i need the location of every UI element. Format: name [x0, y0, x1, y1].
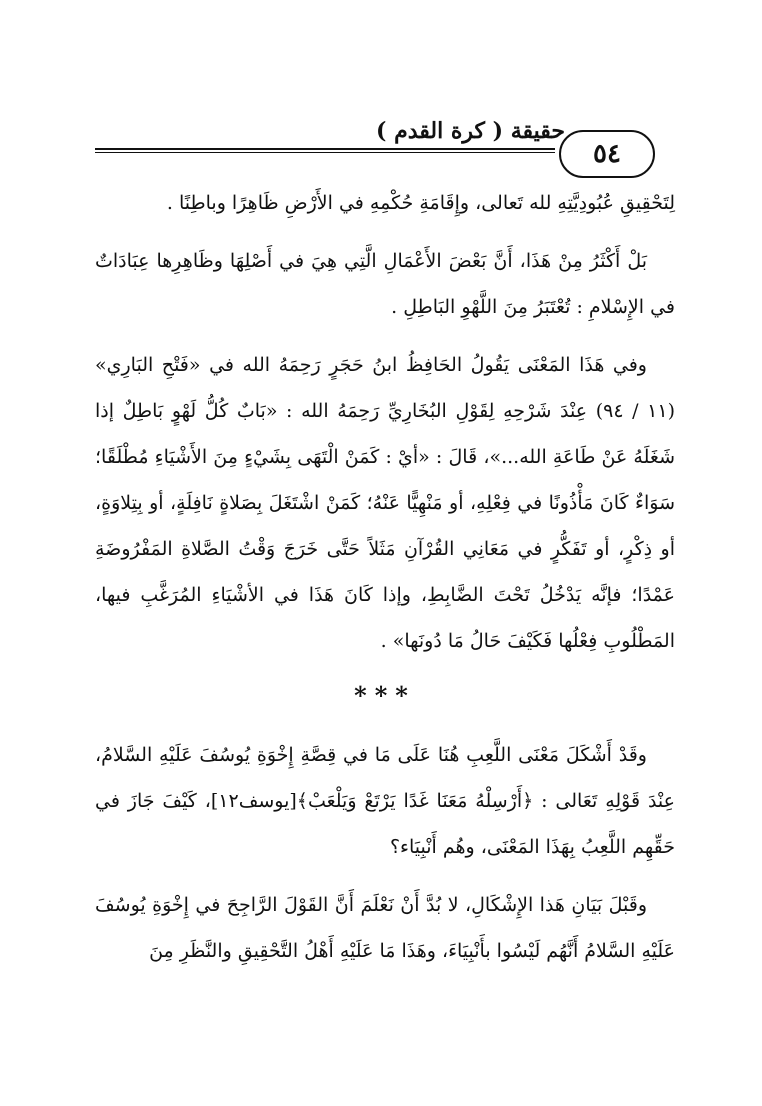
page-header [95, 118, 675, 178]
page-number: ٥٤ [559, 130, 655, 178]
section-separator: *** [354, 681, 416, 710]
paragraph-3: وفي هَذَا المَعْنَى يَقُولُ الحَافِظُ ابنُ حَجَرٍ رَحِمَهُ الله في «فَتْحِ البَارِي» (١١ / ٩٤) عِنْدَ شَرْحِهِ لِقَوْلِ البُخَارِيِّ رَحِمَهُ الله : «بَابٌ كُلُّ لَهْوٍ بَاطِلٌ إذا شَغَلَهُ عَنْ طَاعَةِ الله...»، قَالَ : «أيْ : كَمَنْ الْتَهَى بِشَيْءٍ مِنَ الأَشْيَاءِ مُطْلَقًا؛ سَوَاءٌ كَانَ مَأْذُونًا في فِعْلِهِ، أو مَنْهِيًّا عَنْهُ؛ كَمَنْ اشْتَغَلَ بِصَلاةٍ نَافِلَةٍ، أو بِتِلاوَةٍ، أو ذِكْرٍ، أو تَفَكُّرٍ في مَعَانِي القُرْآنِ مَثَلاً حَتَّى خَرَجَ وَقْتُ الصَّلاةِ المَفْرُوضَةِ عَمْدًا؛ فإنَّه يَدْخُلُ تَحْتَ الضَّابِطِ، وإذا كَانَ هَذَا في الأشْيَاءِ المُرَغَّبِ فيها، المَطْلُوبِ فِعْلُها فَكَيْفَ حَالُ مَا دُونَها» . [95, 354, 676, 652]
header-rule [95, 148, 555, 150]
paragraph-1: لِتَحْقِيقِ عُبُودِيَّتِهِ لله تَعالى، وإِقَامَةِ حُكْمِهِ في الأَرْضِ ظَاهِرًا وباطِنًا . [166, 192, 675, 214]
page-body [95, 180, 675, 986]
paragraph-4: وقَدْ أَشْكَلَ مَعْنَى اللَّعِبِ هُنَا عَلَى مَا في قِصَّةِ إِخْوَةِ يُوسُفَ عَلَيْهِ السَّلامُ، عِنْدَ قَوْلِهِ تَعَالى : ﴿أَرْسِلْهُ مَعَنَا غَدًا يَرْتَعْ وَيَلْعَبْ﴾[يوسف١٢]، كَيْفَ جَازَ في حَقِّهِم اللَّعِبُ بِهَذَا المَعْنَى، وهُم أَنْبِيَاء؟ [95, 744, 675, 858]
paragraph-2: بَلْ أَكْثَرُ مِنْ هَذَا، أَنَّ بَعْضَ الأَعْمَالِ الَّتِي هِيَ في أَصْلِهَا وظَاهِرِها عِبَادَاتٌ في الإِسْلامِ : تُعْتَبَرُ مِنَ اللَّهْوِ البَاطِلِ . [95, 250, 675, 318]
running-title: حقيقة ( كرة القدم ) [376, 118, 565, 144]
paragraph-5: وقَبْلَ بَيَانِ هَذا الإِشْكَالِ، لا بُدَّ أَنْ نَعْلَمَ أَنَّ القَوْلَ الرَّاجِحَ في إِخْوَةِ يُوسُفَ عَلَيْهِ السَّلامُ أَنَّهُم لَيْسُوا بأَنْبِيَاءَ، وهَذَا مَا عَلَيْهِ أَهْلُ التَّحْقِيقِ والنَّظَرِ مِنَ [95, 894, 675, 962]
header-rule-thin [95, 152, 555, 153]
